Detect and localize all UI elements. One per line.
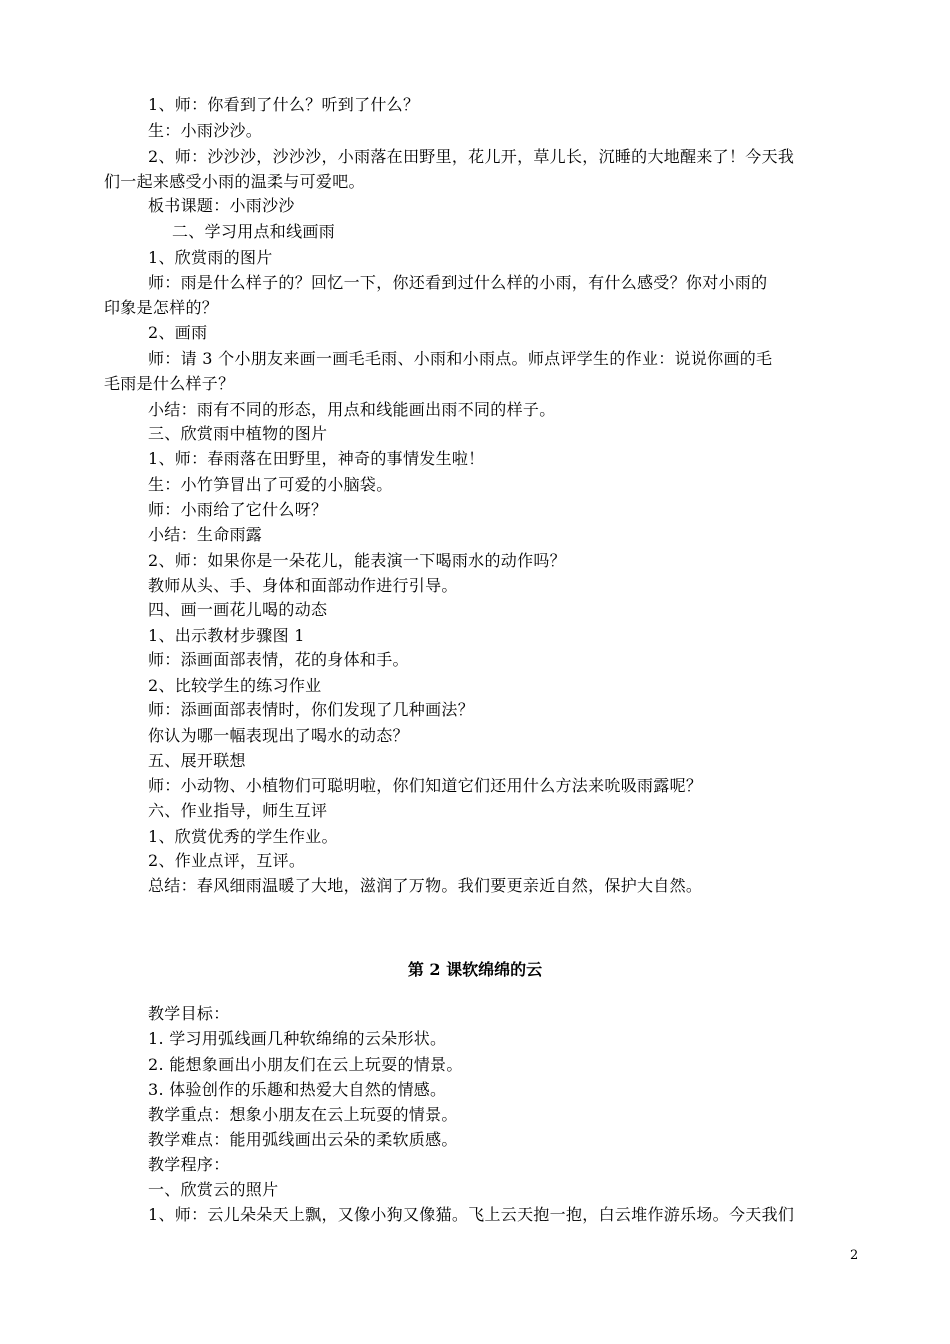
- text-line: 2、画雨: [148, 323, 208, 342]
- text-line: 1、欣赏雨的图片: [148, 248, 273, 267]
- text-line: 教学程序：: [148, 1155, 230, 1174]
- text-line: 1、欣赏优秀的学生作业。: [148, 827, 338, 846]
- text-line: 生：小竹笋冒出了可爱的小脑袋。: [148, 475, 393, 494]
- text-line: 们一起来感受小雨的温柔与可爱吧。: [104, 172, 365, 191]
- text-line: 印象是怎样的？: [104, 298, 219, 317]
- text-line: 生：小雨沙沙。: [148, 121, 263, 140]
- text-line: 师：小动物、小植物们可聪明啦，你们知道它们还用什么方法来吮吸雨露呢？: [148, 776, 703, 795]
- text-line: 师：添画面部表情时，你们发现了几种画法？: [148, 700, 475, 719]
- text-line: 1、出示教材步骤图 1: [148, 626, 305, 645]
- text-line: 2、作业点评，互评。: [148, 851, 306, 870]
- lesson2-title: 第 2 课软绵绵的云: [407, 960, 543, 979]
- text-line: 教师从头、手、身体和面部动作进行引导。: [148, 576, 458, 595]
- text-line: 五、展开联想: [148, 751, 246, 770]
- text-line: 教学目标：: [148, 1004, 230, 1023]
- text-line: 师：添画面部表情，花的身体和手。: [148, 650, 409, 669]
- text-line: 四、画一画花儿喝的动态: [148, 600, 328, 619]
- text-line: 六、作业指导，师生互评: [148, 801, 328, 820]
- text-line: 小结：雨有不同的形态，用点和线能画出雨不同的样子。: [148, 400, 556, 419]
- text-line: 1. 学习用弧线画几种软绵绵的云朵形状。: [148, 1029, 447, 1048]
- text-line: 总结：春风细雨温暖了大地，滋润了万物。我们要更亲近自然，保护大自然。: [148, 876, 703, 895]
- page-number: 2: [850, 1248, 859, 1263]
- text-line: 2. 能想象画出小朋友们在云上玩耍的情景。: [148, 1055, 463, 1074]
- text-line: 1、师：云儿朵朵天上飘，又像小狗又像猫。飞上云天抱一抱，白云堆作游乐场。今天我们: [148, 1205, 795, 1224]
- text-line: 1、师：春雨落在田野里，神奇的事情发生啦！: [148, 449, 485, 468]
- text-line: 师：雨是什么样子的？回忆一下，你还看到过什么样的小雨，有什么感受？你对小雨的: [148, 273, 768, 292]
- text-line: 2、比较学生的练习作业: [148, 676, 322, 695]
- text-line: 教学重点：想象小朋友在云上玩耍的情景。: [148, 1105, 458, 1124]
- text-line: 教学难点：能用弧线画出云朵的柔软质感。: [148, 1130, 458, 1149]
- text-line: 3. 体验创作的乐趣和热爱大自然的情感。: [148, 1080, 447, 1099]
- text-line: 师：请 3 个小朋友来画一画毛毛雨、小雨和小雨点。师点评学生的作业：说说你画的毛: [148, 349, 773, 368]
- text-line: 2、师：如果你是一朵花儿，能表演一下喝雨水的动作吗？: [148, 551, 566, 570]
- text-line: 师：小雨给了它什么呀？: [148, 500, 328, 519]
- text-line: 小结：生命雨露: [148, 525, 263, 544]
- text-line: 毛雨是什么样子？: [104, 374, 235, 393]
- text-line: 你认为哪一幅表现出了喝水的动态？: [148, 726, 409, 745]
- text-line: 2、师：沙沙沙，沙沙沙，小雨落在田野里，花儿开，草儿长，沉睡的大地醒来了！今天我: [148, 147, 795, 166]
- text-line: 板书课题：小雨沙沙: [148, 196, 295, 215]
- text-line: 二、学习用点和线画雨: [172, 222, 336, 241]
- text-line: 1、师：你看到了什么？听到了什么？: [148, 95, 420, 114]
- text-line: 三、欣赏雨中植物的图片: [148, 424, 328, 443]
- text-line: 一、欣赏云的照片: [148, 1180, 279, 1199]
